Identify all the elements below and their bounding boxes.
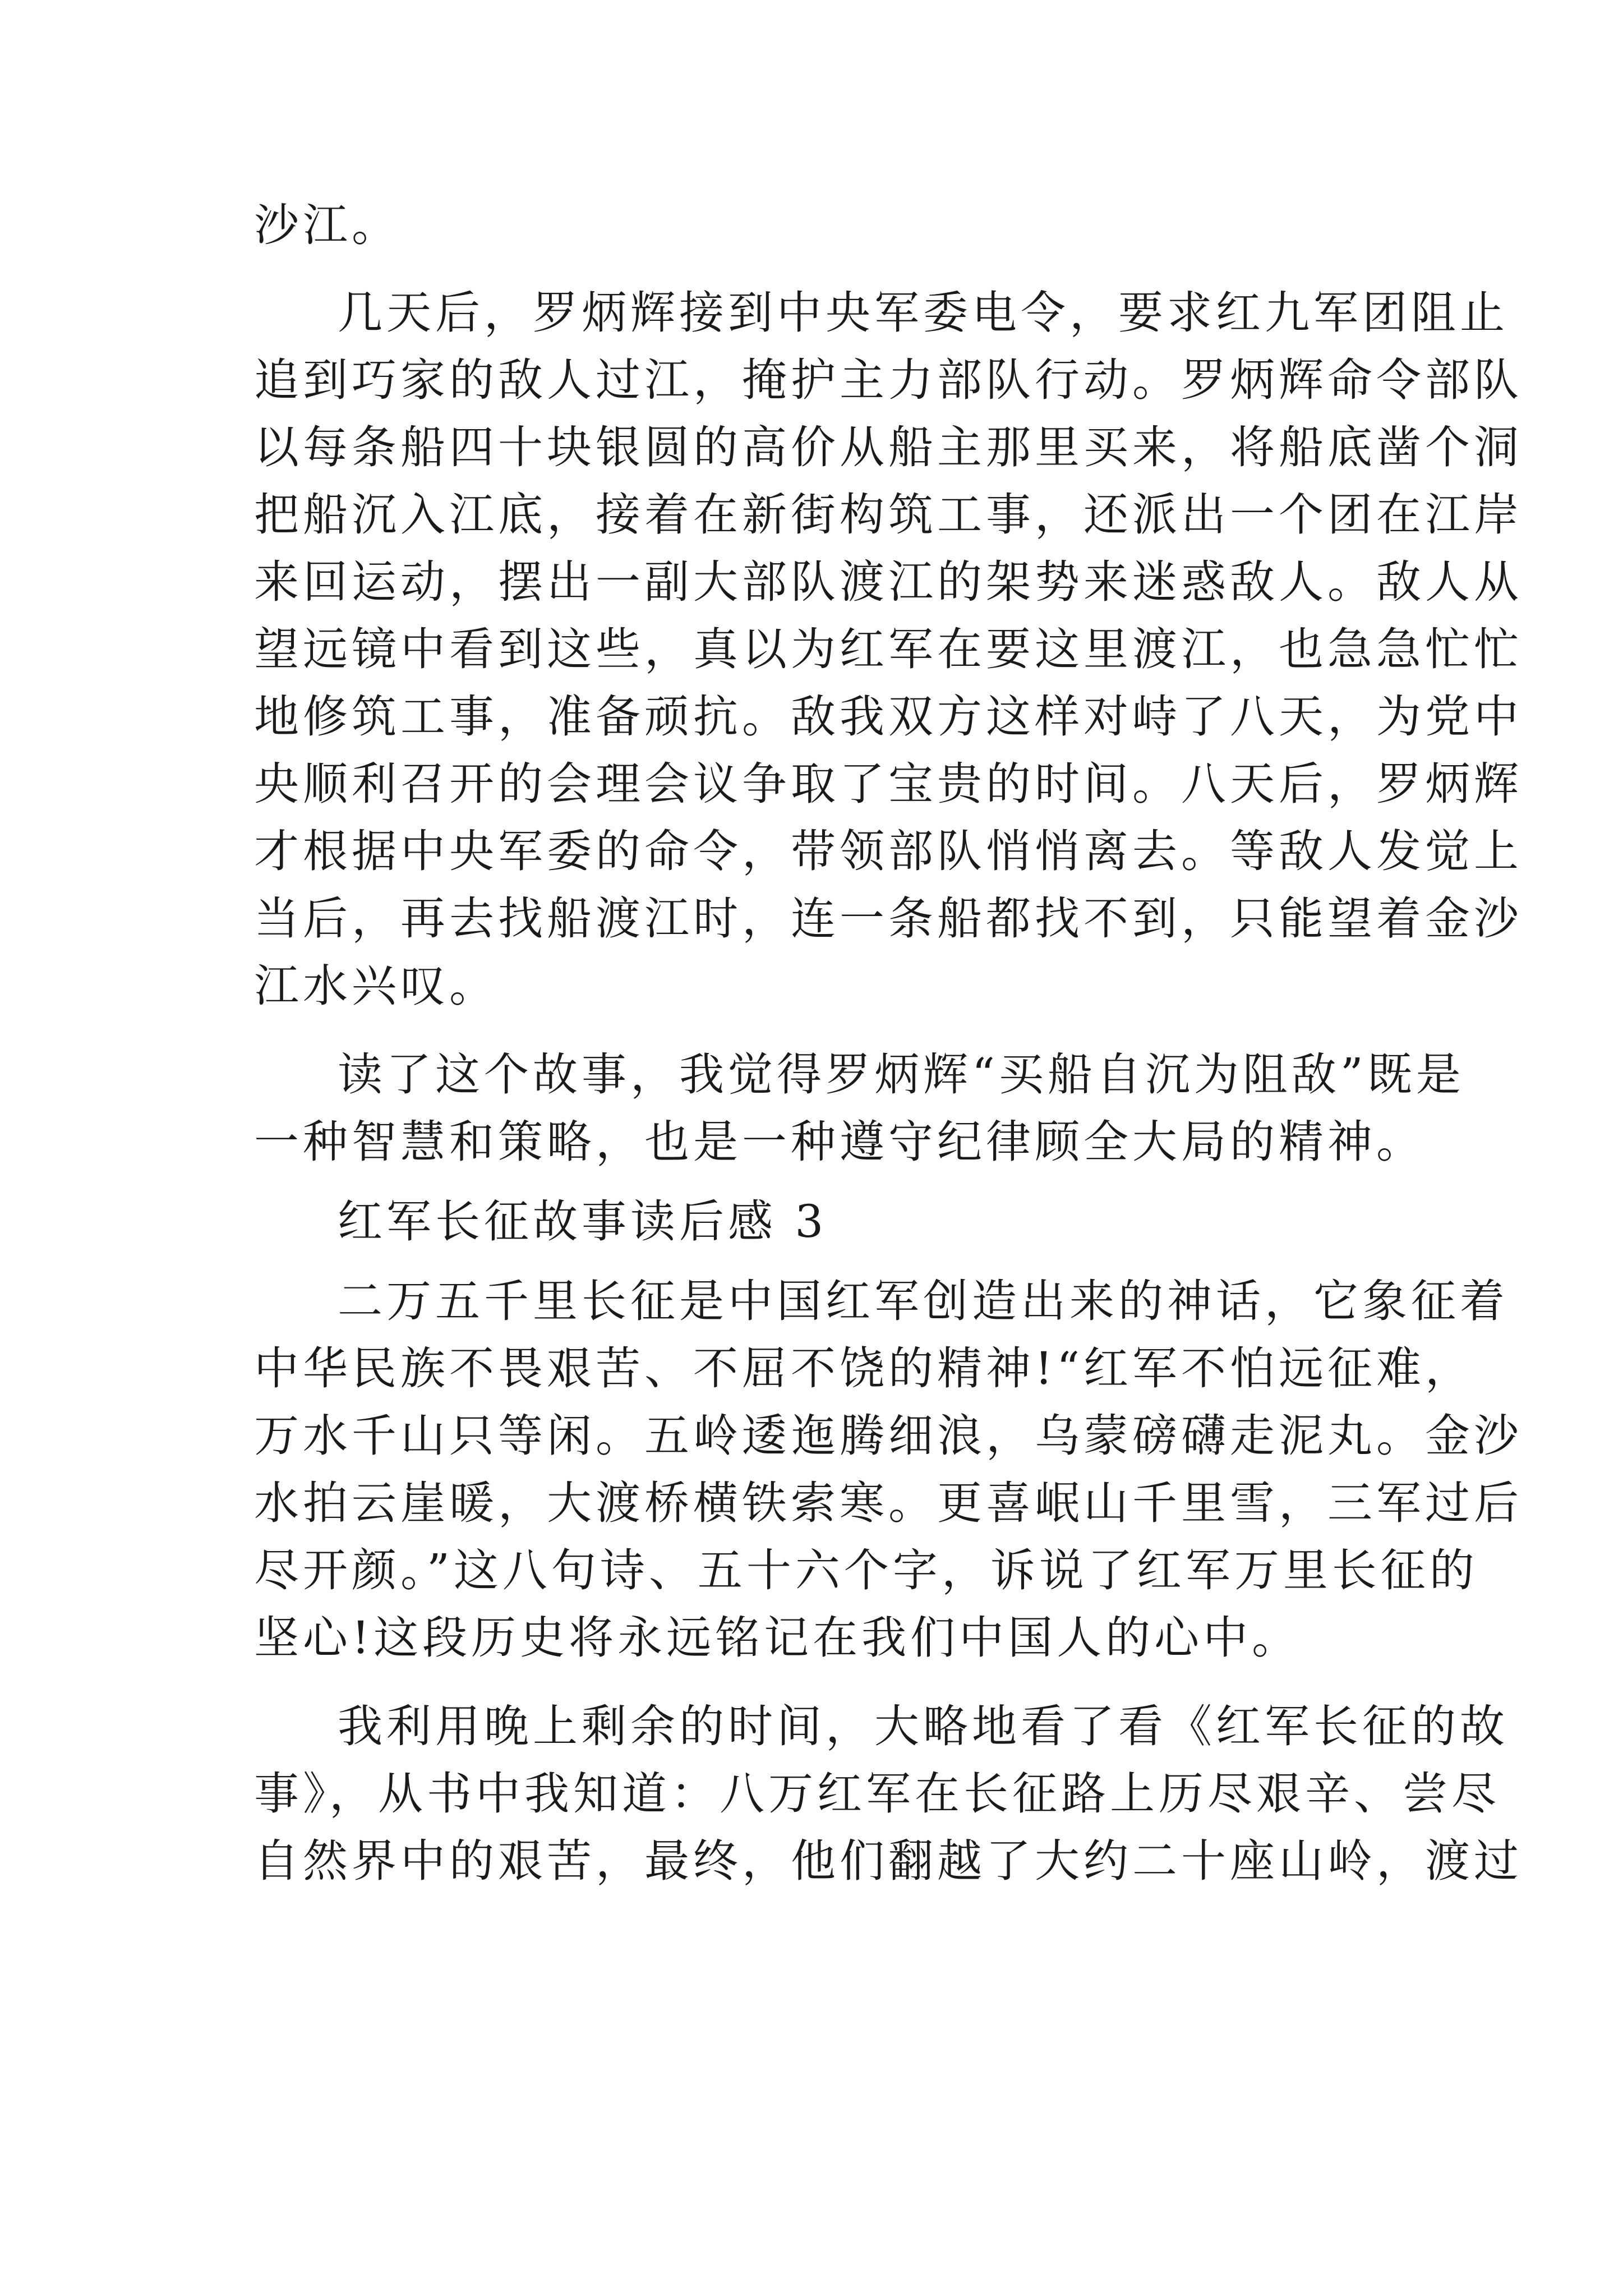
text-line: 坚心!这段历史将永远铭记在我们中国人的心中。	[254, 1612, 1301, 1664]
text-line: 把船沉入江底，接着在新街构筑工事，还派出一个团在江岸	[254, 489, 1523, 541]
paragraph-first-line: 几天后，罗炳辉接到中央军委电令，要求红九军团阻止	[338, 287, 1509, 339]
text-line: 来回运动，摆出一副大部队渡江的架势来迷惑敌人。敌人从	[254, 556, 1523, 608]
paragraph-first-line: 二万五千里长征是中国红军创造出来的神话，它象征着	[338, 1275, 1509, 1327]
text-line: 事》，从书中我知道：八万红军在长征路上历尽艰辛、尝尽	[254, 1768, 1500, 1820]
paragraph-first-line: 读了这个故事，我觉得罗炳辉“买船自沉为阻敌”既是	[338, 1048, 1465, 1101]
text-line: 水拍云崖暖，大渡桥横铁索寒。更喜岷山千里雪，三军过后	[254, 1477, 1523, 1529]
text-line: 央顺利召开的会理会议争取了宝贵的时间。八天后，罗炳辉	[254, 758, 1523, 810]
text-line: 一种智慧和策略，也是一种遵守纪律顾全大局的精神。	[254, 1116, 1425, 1168]
text-line: 江水兴叹。	[254, 960, 498, 1012]
text-line: 沙江。	[254, 199, 400, 251]
text-line: 以每条船四十块银圆的高价从船主那里买来，将船底凿个洞	[254, 421, 1523, 473]
text-line: 追到巧家的敌人过江，掩护主力部队行动。罗炳辉命令部队	[254, 354, 1523, 406]
text-line: 自然界中的艰苦，最终，他们翻越了大约二十座山岭，渡过	[254, 1835, 1523, 1887]
text-line: 地修筑工事，准备顽抗。敌我双方这样对峙了八天，为党中	[254, 691, 1523, 743]
text-line: 中华民族不畏艰苦、不屈不饶的精神!“红军不怕远征难，	[254, 1342, 1474, 1395]
text-line: 尽开颜。”这八句诗、五十六个字，诉说了红军万里长征的	[254, 1544, 1478, 1596]
section-heading: 红军长征故事读后感 3	[338, 1195, 828, 1248]
text-line: 望远镜中看到这些，真以为红军在要这里渡江，也急急忙忙	[254, 623, 1523, 675]
text-line: 才根据中央军委的命令，带领部队悄悄离去。等敌人发觉上	[254, 825, 1523, 877]
text-line: 当后，再去找船渡江时，连一条船都找不到，只能望着金沙	[254, 892, 1523, 945]
paragraph-first-line: 我利用晚上剩余的时间，大略地看了看《红军长征的故	[338, 1700, 1509, 1752]
text-line: 万水千山只等闲。五岭逶迤腾细浪，乌蒙磅礴走泥丸。金沙	[254, 1410, 1523, 1462]
